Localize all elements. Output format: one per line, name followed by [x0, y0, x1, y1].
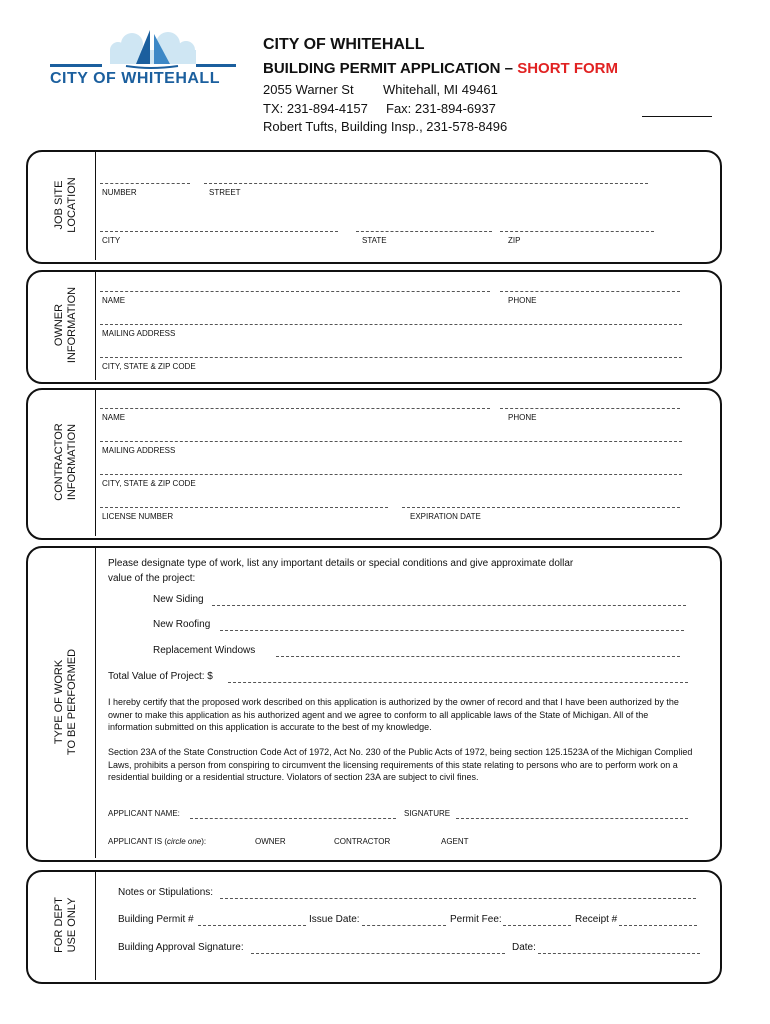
job-city-field[interactable]: [100, 231, 338, 232]
work-intro-line2: value of the project:: [108, 573, 196, 584]
owner-name-caption: NAME: [102, 296, 126, 305]
inspector-contact: Robert Tufts, Building Insp., 231-578-8496: [263, 119, 508, 134]
job-number-field[interactable]: [100, 183, 190, 184]
section-divider: [95, 872, 96, 980]
option-agent[interactable]: AGENT: [441, 837, 469, 846]
approval-date-label: Date:: [512, 942, 536, 953]
section-divider: [95, 272, 96, 380]
owner-city-field[interactable]: [100, 357, 682, 358]
section-23a-text: Section 23A of the State Construction Code Act of 1972, Act No. 230 of the Public Acts of 1972, being section 125.1523A of the Michigan Complied Laws, prohibits a person from conspiring to circumvent the licensing requirements of this state relating to persons who are to perform work on a residential building or a residential structure. Violators of section 23A are subject to civil fines.: [108, 747, 693, 782]
logo-rule-left: [50, 64, 102, 67]
owner-mailing-caption: MAILING ADDRESS: [102, 329, 176, 338]
contractor-mailing-caption: MAILING ADDRESS: [102, 446, 176, 455]
phone-number: TX: 231-894-4157: [263, 101, 368, 116]
state-caption: STATE: [362, 236, 387, 245]
approval-signature-field[interactable]: [251, 953, 505, 954]
option-contractor[interactable]: CONTRACTOR: [334, 837, 391, 846]
license-number-field[interactable]: [100, 507, 388, 508]
contractor-phone-caption: PHONE: [508, 413, 537, 422]
new-roofing-field[interactable]: [220, 630, 684, 631]
address-street: 2055 Warner St: [263, 82, 354, 97]
permit-fee-field[interactable]: [503, 925, 571, 926]
contractor-city-caption: CITY, STATE & ZIP CODE: [102, 479, 196, 488]
job-street-field[interactable]: [204, 183, 648, 184]
zip-caption: ZIP: [508, 236, 521, 245]
section-divider: [95, 548, 96, 858]
contractor-mailing-field[interactable]: [100, 441, 682, 442]
subtitle-text: BUILDING PERMIT APPLICATION –: [263, 60, 514, 77]
option-owner[interactable]: OWNER: [255, 837, 286, 846]
section-divider: [95, 390, 96, 536]
logo-rule-right: [196, 64, 236, 67]
issue-date-label: Issue Date:: [309, 914, 360, 925]
license-caption: LICENSE NUMBER: [102, 512, 174, 521]
permit-fee-label: Permit Fee:: [450, 914, 502, 925]
work-label: TYPE OF WORK TO BE PERFORMED: [53, 648, 78, 756]
short-form-label: SHORT FORM: [517, 60, 619, 77]
replacement-windows-field[interactable]: [276, 656, 680, 657]
expiration-date-field[interactable]: [402, 507, 680, 508]
city-logo: [46, 28, 246, 98]
owner-mailing-field[interactable]: [100, 324, 682, 325]
total-value-field[interactable]: [228, 682, 688, 683]
permit-number-field[interactable]: [198, 925, 306, 926]
notes-field[interactable]: [220, 898, 696, 899]
contractor-phone-field[interactable]: [500, 408, 680, 409]
owner-phone-caption: PHONE: [508, 296, 537, 305]
job-state-field[interactable]: [356, 231, 492, 232]
applicant-is-label: APPLICANT IS (circle one):: [108, 837, 207, 846]
new-siding-label: New Siding: [153, 594, 204, 605]
notes-label: Notes or Stipulations:: [118, 887, 214, 898]
contractor-name-caption: NAME: [102, 413, 126, 422]
permit-number-blank[interactable]: [642, 104, 712, 117]
street-caption: STREET: [209, 188, 241, 197]
job-site-label: JOB SITE LOCATION: [53, 177, 78, 233]
owner-name-field[interactable]: [100, 291, 490, 292]
replacement-windows-label: Replacement Windows: [153, 645, 256, 656]
contractor-city-field[interactable]: [100, 474, 682, 475]
new-siding-field[interactable]: [212, 605, 686, 606]
expiration-caption: EXPIRATION DATE: [410, 512, 481, 521]
contractor-label: CONTRACTOR INFORMATION: [53, 423, 78, 501]
applicant-name-field[interactable]: [190, 818, 396, 819]
job-zip-field[interactable]: [500, 231, 654, 232]
dept-label: FOR DEPT USE ONLY: [53, 897, 78, 953]
approval-signature-label: Building Approval Signature:: [118, 942, 244, 953]
issue-date-field[interactable]: [362, 925, 446, 926]
approval-date-field[interactable]: [538, 953, 700, 954]
city-caption: CITY: [102, 236, 121, 245]
owner-phone-field[interactable]: [500, 291, 680, 292]
new-roofing-label: New Roofing: [153, 619, 211, 630]
permit-number-label: Building Permit #: [118, 914, 194, 925]
page-title: CITY OF WHITEHALL: [263, 36, 425, 53]
address-city: Whitehall, MI 49461: [383, 82, 498, 97]
certification-text: I hereby certify that the proposed work described on this application is authorized by the owner of record and that I have been authorized by the owner to make this application as his authorized agent and we agree to conform to all applicable laws of the State of Michigan. All of the information submitted on this application is accurate to the best of my knowledge.: [108, 697, 679, 732]
logo-text: CITY OF WHITEHALL: [50, 70, 220, 87]
fax-number: Fax: 231-894-6937: [386, 101, 496, 116]
applicant-name-label: APPLICANT NAME:: [108, 809, 180, 818]
signature-label: SIGNATURE: [404, 809, 451, 818]
work-intro-line1: Please designate type of work, list any important details or special conditions and give approximate dollar: [108, 558, 574, 569]
owner-label: OWNER INFORMATION: [53, 286, 78, 364]
section-divider: [95, 152, 96, 260]
total-value-label: Total Value of Project: $: [108, 671, 213, 682]
receipt-label: Receipt #: [575, 914, 618, 925]
job-site-section: [26, 150, 722, 264]
receipt-field[interactable]: [619, 925, 697, 926]
number-caption: NUMBER: [102, 188, 137, 197]
owner-city-caption: CITY, STATE & ZIP CODE: [102, 362, 196, 371]
form-subtitle: [263, 60, 618, 77]
signature-field[interactable]: [456, 818, 688, 819]
contractor-name-field[interactable]: [100, 408, 490, 409]
